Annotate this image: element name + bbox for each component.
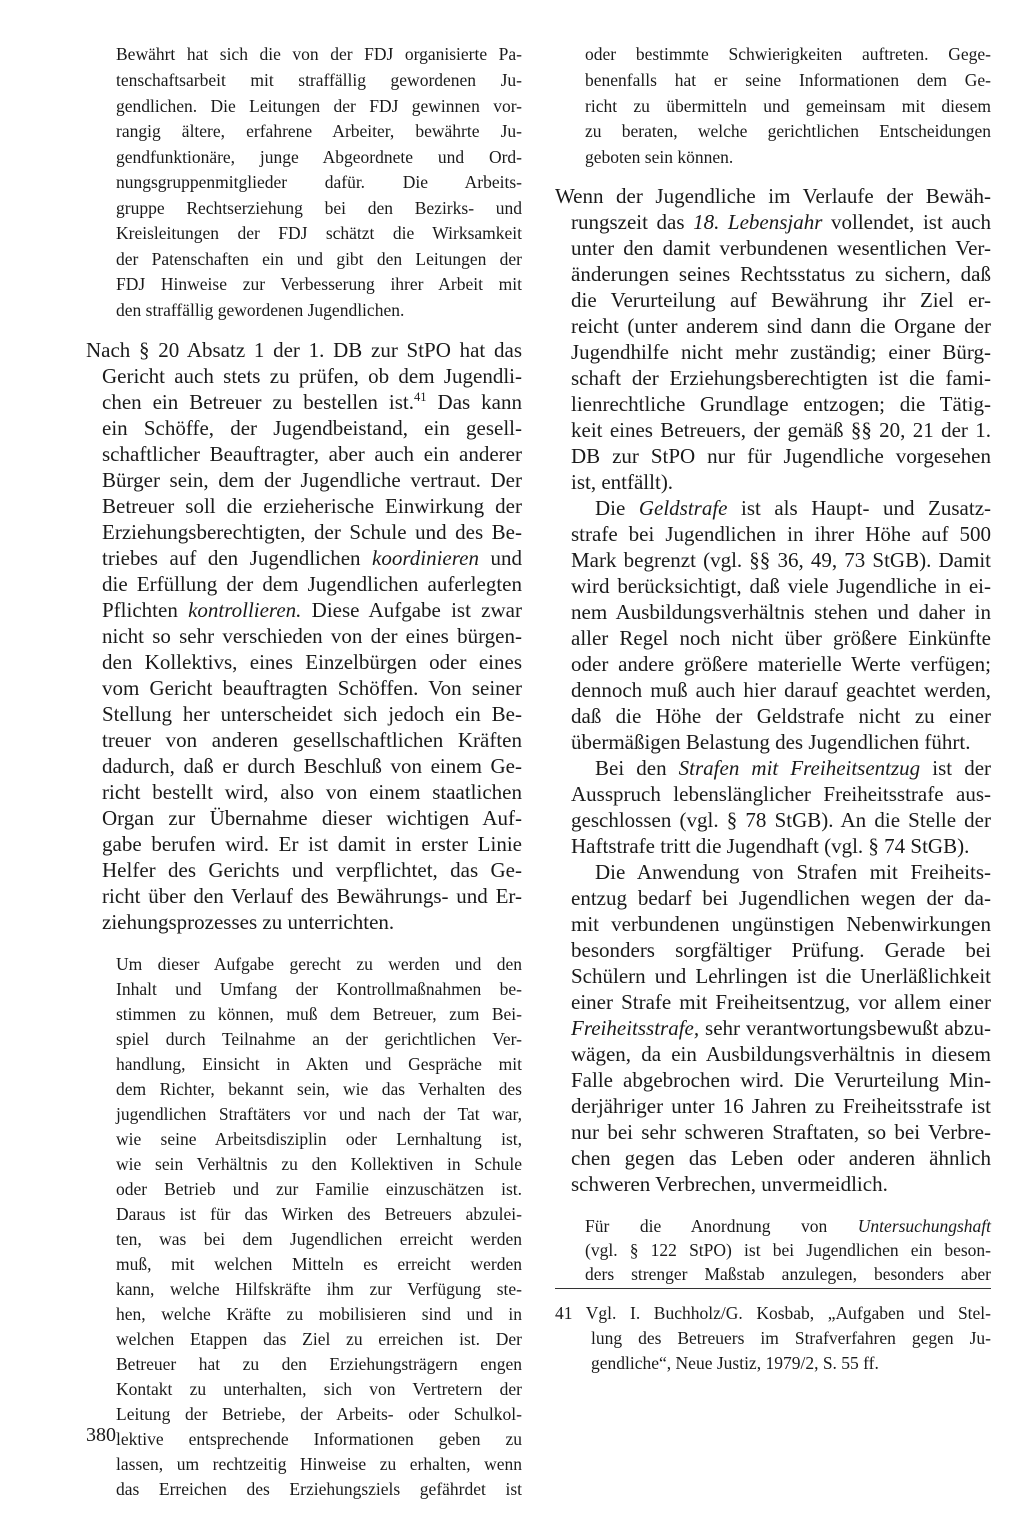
text-line: oder Betrieb und zur Familie einzuschätzen ist. [116, 1179, 522, 1199]
text-line: schaftlicher Beauftragter, aber auch ein anderer [102, 442, 522, 466]
text-line: gruppe Rechtserziehung bei den Bezirks- und [116, 198, 522, 218]
text-line: Nach § 20 Absatz 1 der 1. DB zur StPO hat das [86, 338, 522, 362]
text-line: Inhalt und Umfang der Kontrollmaßnahmen be- [116, 979, 522, 999]
text-line: Um dieser Aufgabe gerecht zu werden und den [116, 954, 522, 974]
text-line: Bei den Strafen mit Freiheitsentzug ist der [595, 756, 992, 780]
text-line: dadurch, daß er durch Beschluß von einem Ge- [102, 754, 522, 778]
text-line: reicht (unter anderem sind dann die Organe der [571, 314, 991, 338]
text-line: Betreuer soll die erzieherische Einwirkung der [102, 494, 522, 518]
text-line: die Erfüllung der dem Jugendlichen auferlegten [102, 572, 522, 596]
text-line: gendfunktionäre, junge Abgeordnete und Ord- [116, 147, 522, 167]
text-line: richt zu übermitteln und gemeinsam mit diesem [585, 96, 991, 116]
text-line: strafe bei Jugendlichen in ihrer Höhe auf 500 [571, 522, 991, 546]
text-line: ist, entfällt). [571, 470, 674, 494]
text-line: entzug bedarf bei Jugendlichen wegen der da- [571, 886, 991, 910]
text-line: wie sein Verhältnis zu den Kollektiven in Schule [116, 1154, 522, 1174]
text-line: der Patenschaften ein und gibt den Leitungen der [116, 249, 522, 269]
text-line: ein Schöffe, der Jugendbeistand, ein gesell- [102, 416, 522, 440]
text-line: vom Gericht beauftragten Schöffen. Von seiner [102, 676, 522, 700]
text-line: Schülern und Lehrlingen ist die Unerläßlichkeit [571, 964, 991, 988]
text-line: richt über den Verlauf des Bewährungs- und Er- [102, 884, 522, 908]
text-line: Falle abgebrochen wird. Die Verurteilung Min- [571, 1068, 991, 1092]
text-line: die Verurteilung auf Bewährung ihr Ziel er- [571, 288, 991, 312]
text-line: tenschaftsarbeit mit straffällig gewordenen Ju- [116, 70, 522, 90]
text-line: nem Ausbildungsverhältnis stehen und daher in [571, 600, 991, 624]
text-line: dem Richter, bekannt sein, wie das Verhalten des [116, 1079, 522, 1099]
text-line: kann, welche Hilfskräfte ihm zur Verfügung ste- [116, 1279, 522, 1299]
text-line: triebes auf den Jugendlichen koordinieren und [102, 546, 522, 570]
text-line: ziehungsprozesses zu unterrichten. [102, 910, 395, 934]
text-line: nur bei sehr schweren Straftaten, so bei Verbre- [571, 1120, 991, 1144]
text-line: änderungen seines Rechtsstatus zu sichern, daß [571, 262, 991, 286]
text-line: chen gegen das Leben oder anderen ähnlich [571, 1146, 991, 1170]
text-line: das Erreichen des Erziehungsziels gefährdet ist [116, 1479, 522, 1499]
text-line: unter den damit verbundenen wesentlichen Ver- [571, 236, 991, 260]
text-line: FDJ Hinweise zur Verbesserung ihrer Arbeit mit [116, 274, 522, 294]
text-line: Betreuer hat zu den Erziehungsträgern engen [116, 1354, 522, 1374]
text-line: wird berücksichtigt, daß viele Jugendliche in ei- [571, 574, 991, 598]
footnote-line: 41 Vgl. I. Buchholz/G. Kosbab, „Aufgaben und Stel- [555, 1303, 991, 1323]
text-line: spiel durch Teilnahme an der gerichtlichen Ver- [116, 1029, 522, 1049]
text-line: gabe berufen wird. Er ist damit in erster Linie [102, 832, 522, 856]
text-line: muß, mit welchen Mitteln es erreicht werden [116, 1254, 522, 1274]
text-line: Pflichten kontrollieren. Diese Aufgabe ist zwar [102, 598, 522, 622]
text-line: Kontakt zu unterhalten, sich von Vertretern der [116, 1379, 522, 1399]
text-line: Stellung her unterscheidet sich jedoch ein Be- [102, 702, 522, 726]
text-line: wie seine Arbeitsdisziplin oder Lernhaltung ist, [116, 1129, 522, 1149]
text-line: lassen, um rechtzeitig Hinweise zu erhalten, wenn [116, 1454, 522, 1474]
text-line: schweren Verbrechen, unvermeidlich. [571, 1172, 888, 1196]
text-line: Organ zur Übernahme dieser wichtigen Auf- [102, 806, 522, 830]
text-line: Ausspruch lebenslänglicher Freiheitsstrafe aus- [571, 782, 991, 806]
text-line: den straffällig gewordenen Jugendlichen. [116, 300, 405, 320]
text-line: gendlichen. Die Leitungen der FDJ gewinnen vor- [116, 96, 522, 116]
text-line: aller Regel noch nicht über größere Einkünfte [571, 626, 991, 650]
text-line: Bürger sein, dem der Jugendliche vertraut. Der [102, 468, 522, 492]
text-line: hen, welche Kräfte zu mobilisieren sind und in [116, 1304, 522, 1324]
text-line: ders strenger Maßstab anzulegen, besonders aber [585, 1264, 991, 1284]
text-line: geschlossen (vgl. § 78 StGB). An die Stelle der [571, 808, 991, 832]
text-line: Für die Anordnung von Untersuchungshaft [585, 1216, 991, 1236]
text-line: lienrechtliche Grundlage entzogen; die Tätig- [571, 392, 991, 416]
footnote-ref: 41 [413, 390, 427, 404]
text-line: jugendlichen Straftäters vor und nach der Tat war, [116, 1104, 522, 1124]
text-line: rangig ältere, erfahrene Arbeiter, bewährte Ju- [116, 121, 522, 141]
text-line: keit eines Betreuers, der gemäß §§ 20, 21 der 1. [571, 418, 991, 442]
text-line: zu beraten, welche gerichtlichen Entscheidungen [585, 121, 991, 141]
text-line: nicht so sehr verschieden von der eines bürgen- [102, 624, 522, 648]
text-line: Daraus ist für das Wirken des Betreuers abzulei- [116, 1204, 522, 1224]
text-line: daß die Höhe der Geldstrafe nicht zu einer [571, 704, 991, 728]
text-line: Helfer des Gerichts und verpflichtet, das Ge- [102, 858, 522, 882]
text-line: lektive entsprechende Informationen geben zu [116, 1429, 522, 1449]
text-line: stimmen zu können, muß dem Betreuer, zum Bei- [116, 1004, 522, 1024]
text-line: den Kollektivs, eines Einzelbürgen oder eines [102, 650, 522, 674]
footnote-divider [555, 1288, 991, 1289]
text-line: geboten sein können. [585, 147, 734, 167]
text-line: Erziehungsberechtigten, der Schule und des Be- [102, 520, 522, 544]
text-line: wägen, da ein Ausbildungsverhältnis in diesem [571, 1042, 991, 1066]
footnote-line: gendliche“, Neue Justiz, 1979/2, S. 55 ff. [591, 1353, 879, 1373]
footnote-line: lung des Betreuers im Strafverfahren gegen Ju- [591, 1328, 991, 1348]
text-line: treuer von anderen gesellschaftlichen Kräften [102, 728, 522, 752]
text-line: Die Anwendung von Strafen mit Freiheits- [595, 860, 991, 884]
text-line: oder andere größere materielle Werte verfügen; [571, 652, 991, 676]
text-line: handlung, Einsicht in Akten und Gespräche mit [116, 1054, 522, 1074]
text-line: übermäßigen Belastung des Jugendlichen führt. [571, 730, 971, 754]
text-line: Gericht auch stets zu prüfen, ob dem Jugendli- [102, 364, 522, 388]
text-line: Wenn der Jugendliche im Verlaufe der Bewäh- [555, 184, 991, 208]
text-line: Die Geldstrafe ist als Haupt- und Zusatz- [595, 496, 992, 520]
text-line: (vgl. § 122 StPO) ist bei Jugendlichen ein beson- [585, 1240, 991, 1260]
text-line: schaft der Erziehungsberechtigten ist die fami- [571, 366, 991, 390]
text-line: oder bestimmte Schwierigkeiten auftreten. Gege- [585, 44, 991, 64]
text-line: DB zur StPO nur für Jugendliche vorgesehen [571, 444, 991, 468]
text-line: ten, was bei dem Jugendlichen erreicht werden [116, 1229, 522, 1249]
text-line: Jugendhilfe nicht mehr zuständig; einer Bürg- [571, 340, 991, 364]
text-line: rungszeit das 18. Lebensjahr vollendet, ist auch [571, 210, 991, 234]
text-line: nungsgruppenmitglieder dafür. Die Arbeits- [116, 172, 522, 192]
text-line: Kreisleitungen der FDJ schätzt die Wirksamkeit [116, 223, 522, 243]
text-line: richt bestellt wird, also von einem staatlichen [102, 780, 522, 804]
text-line: Bewährt hat sich die von der FDJ organisierte Pa- [116, 44, 522, 64]
text-line: chen ein Betreuer zu bestellen ist.$^{41}$ Das kann [102, 390, 522, 414]
text-line: dennoch muß auch hier darauf geachtet werden, [571, 678, 991, 702]
text-line: Mark begrenzt (vgl. §§ 36, 49, 73 StGB). Damit [571, 548, 991, 572]
text-line: einer Strafe mit Freiheitsentzug, vor allem einer [571, 990, 991, 1014]
text-line: besonders sorgfältiger Prüfung. Gerade bei [571, 938, 991, 962]
text-line: Freiheitsstrafe, sehr verantwortungsbewußt abzu- [571, 1016, 991, 1040]
text-line: derjähriger unter 16 Jahren zu Freiheitsstrafe ist [571, 1094, 991, 1118]
text-line: benenfalls hat er seine Informationen dem Ge- [585, 70, 991, 90]
page-number: 380 [86, 1424, 116, 1446]
text-line: Haftstrafe tritt die Jugendhaft (vgl. § 74 StGB). [571, 834, 970, 858]
text-line: Leitung der Betriebe, der Arbeits- oder Schulkol- [116, 1404, 522, 1424]
text-line: welchen Etappen das Ziel zu erreichen ist. Der [116, 1329, 522, 1349]
text-line: mit verbundenen ungünstigen Nebenwirkungen [571, 912, 991, 936]
